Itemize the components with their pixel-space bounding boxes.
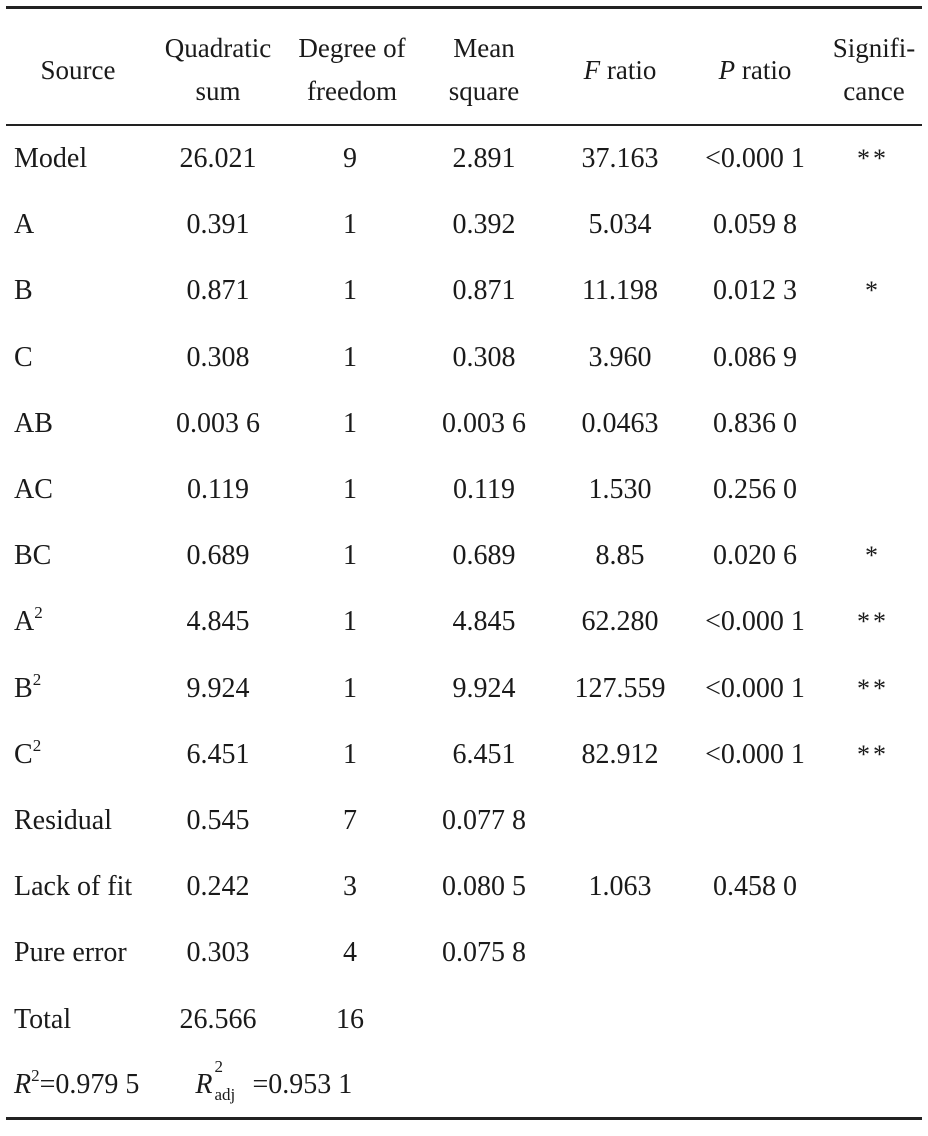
f-ratio-cell: 1.530 — [588, 474, 652, 505]
r-squared-value: =0.979 5 — [39, 1069, 140, 1100]
table-top-rule — [6, 6, 922, 9]
r-adj-symbol: R — [195, 1069, 213, 1100]
significance-cell: * — [865, 541, 881, 571]
mean-square-cell: 0.689 — [452, 540, 516, 572]
degree-of-freedom-cell: 1 — [343, 474, 357, 505]
significance-cell — [826, 192, 920, 258]
header-text-line — [719, 49, 792, 92]
f-ratio-cell: 5.034 — [588, 209, 652, 241]
f-ratio-cell: 11.198 — [582, 275, 658, 307]
r-squared-exponent: 2 — [31, 1066, 40, 1085]
source-cell — [14, 126, 87, 192]
significance-cell — [826, 854, 920, 920]
degree-of-freedom-cell: 4 — [343, 937, 357, 969]
header-quadratic-sum — [150, 28, 286, 112]
quadratic-sum-cell: 0.303 — [186, 937, 250, 969]
mean-square-cell: 4.845 — [452, 606, 516, 638]
table-bottom-rule — [6, 1117, 922, 1120]
significance-cell: ** — [857, 607, 889, 637]
mean-square-cell: 0.075 8 — [442, 937, 526, 969]
significance-cell: * — [865, 276, 881, 306]
source-cell — [14, 523, 51, 589]
header-source — [6, 28, 150, 112]
r-squared-symbol: R — [14, 1069, 32, 1100]
quadratic-sum-cell: 0.545 — [186, 805, 250, 836]
quadratic-sum-cell: 0.119 — [187, 474, 249, 505]
degree-of-freedom-cell: 3 — [343, 871, 357, 903]
source-label: B — [14, 672, 33, 704]
significance-cell: ** — [857, 673, 889, 703]
quadratic-sum-cell: 0.242 — [186, 871, 250, 903]
header-text-line: cance — [843, 76, 905, 106]
p-ratio-cell: <0.000 1 — [705, 738, 805, 770]
source-cell — [14, 788, 112, 854]
source-cell — [14, 987, 71, 1053]
source-exponent: 2 — [32, 735, 42, 755]
significance-cell — [826, 987, 920, 1053]
table-row — [0, 656, 928, 722]
header-f-ratio — [554, 28, 686, 112]
fit-statistics-footer — [14, 1052, 352, 1118]
source-cell — [14, 656, 41, 722]
mean-square-cell: 0.080 5 — [442, 871, 526, 903]
r-adj-scripts — [213, 1056, 253, 1104]
table-row — [0, 523, 928, 589]
header-degree-of-freedom — [290, 28, 414, 112]
table-row — [0, 722, 928, 788]
significance-cell — [826, 457, 920, 523]
degree-of-freedom-cell: 16 — [336, 1003, 364, 1035]
mean-square-cell: 0.077 8 — [442, 805, 526, 836]
header-text-line: Signifi- — [832, 33, 916, 63]
degree-of-freedom-cell: 1 — [343, 672, 357, 704]
significance-cell — [826, 325, 920, 391]
degree-of-freedom-cell: 1 — [343, 275, 357, 307]
source-label: BC — [14, 540, 52, 572]
p-ratio-cell: 0.059 8 — [713, 209, 797, 241]
header-mean-square — [420, 28, 548, 112]
quadratic-sum-cell: 0.391 — [186, 209, 250, 241]
degree-of-freedom-cell: 1 — [343, 606, 357, 638]
significance-cell — [826, 788, 920, 854]
table-row — [0, 987, 928, 1053]
f-ratio-cell: 62.280 — [581, 606, 659, 638]
source-exponent: 2 — [32, 669, 42, 689]
source-label: C — [14, 341, 33, 373]
f-ratio-cell — [554, 920, 686, 986]
quadratic-sum-cell: 0.308 — [186, 341, 250, 373]
mean-square-cell: 0.119 — [453, 474, 515, 505]
mean-square-cell: 0.308 — [452, 341, 516, 373]
p-ratio-cell: 0.836 0 — [713, 407, 797, 439]
source-label: Model — [14, 143, 88, 174]
p-ratio-cell: 0.086 9 — [713, 341, 797, 373]
header-text-line: Quadratic — [164, 33, 272, 63]
degree-of-freedom-cell: 9 — [343, 143, 357, 174]
source-cell — [14, 325, 33, 391]
p-ratio-cell — [690, 920, 820, 986]
header-label: ratio — [600, 54, 657, 85]
significance-cell — [826, 391, 920, 457]
f-ratio-cell: 8.85 — [595, 540, 645, 572]
r-adj-exponent: 2 — [214, 1056, 224, 1076]
f-ratio-cell — [554, 987, 686, 1053]
degree-of-freedom-cell: 1 — [343, 341, 357, 373]
source-label: AB — [14, 407, 53, 439]
f-ratio-cell: 127.559 — [574, 672, 666, 704]
degree-of-freedom-cell: 7 — [343, 805, 357, 836]
header-significance — [822, 28, 926, 112]
f-ratio-cell: 0.0463 — [581, 407, 659, 439]
degree-of-freedom-cell: 1 — [343, 540, 357, 572]
header-text-line: Degree of — [298, 33, 406, 63]
source-label: AC — [14, 474, 53, 505]
source-cell — [14, 391, 53, 457]
table-row — [0, 457, 928, 523]
p-ratio-cell: 0.020 6 — [713, 540, 797, 572]
source-cell — [14, 854, 132, 920]
significance-cell: ** — [857, 144, 889, 173]
source-label: A — [14, 606, 35, 638]
source-label: Lack of fit — [14, 871, 133, 903]
source-label: C — [14, 738, 33, 770]
r-adj-value: =0.953 1 — [252, 1069, 353, 1100]
source-cell — [14, 920, 127, 986]
p-ratio-cell — [690, 788, 820, 854]
table-row — [0, 258, 928, 324]
quadratic-sum-cell: 4.845 — [186, 606, 250, 638]
p-ratio-cell: 0.458 0 — [713, 871, 797, 903]
f-ratio-cell: 82.912 — [581, 738, 659, 770]
mean-square-cell: 0.003 6 — [442, 407, 526, 439]
quadratic-sum-cell: 26.021 — [179, 143, 257, 174]
significance-cell: ** — [857, 739, 889, 769]
mean-square-cell: 0.392 — [452, 209, 516, 241]
degree-of-freedom-cell: 1 — [343, 407, 357, 439]
mean-square-cell: 2.891 — [452, 143, 516, 174]
f-ratio-cell: 1.063 — [588, 871, 652, 903]
mean-square-cell — [420, 987, 548, 1053]
quadratic-sum-cell: 26.566 — [179, 1003, 257, 1035]
source-exponent: 2 — [34, 603, 43, 623]
source-label: A — [14, 209, 35, 241]
header-text-line: Source — [40, 54, 116, 85]
quadratic-sum-cell: 6.451 — [186, 738, 250, 770]
source-label: Residual — [14, 805, 112, 836]
r-adj-subscript: adj — [214, 1084, 236, 1104]
significance-cell — [826, 920, 920, 986]
table-row — [0, 920, 928, 986]
f-ratio-cell — [554, 788, 686, 854]
source-cell — [14, 192, 34, 258]
table-row — [0, 391, 928, 457]
table-row — [0, 126, 928, 192]
degree-of-freedom-cell: 1 — [343, 738, 357, 770]
p-ratio-cell — [690, 987, 820, 1053]
table-row — [0, 325, 928, 391]
source-label: Pure error — [14, 937, 127, 969]
quadratic-sum-cell: 9.924 — [186, 672, 250, 704]
p-ratio-cell: <0.000 1 — [705, 672, 805, 704]
f-ratio-cell: 3.960 — [588, 341, 652, 373]
header-text-line: square — [448, 76, 520, 106]
header-label: ratio — [735, 54, 792, 85]
source-label: B — [14, 275, 33, 307]
header-text-line: Mean — [453, 33, 515, 63]
degree-of-freedom-cell: 1 — [343, 209, 357, 241]
header-symbol: P — [718, 54, 736, 85]
source-cell — [14, 457, 53, 523]
quadratic-sum-cell: 0.689 — [186, 540, 250, 572]
source-cell — [14, 258, 33, 324]
quadratic-sum-cell: 0.003 6 — [176, 407, 260, 439]
source-cell — [14, 589, 43, 655]
table-row — [0, 192, 928, 258]
header-text-line: freedom — [307, 76, 397, 106]
mean-square-cell: 0.871 — [452, 275, 516, 307]
f-ratio-cell: 37.163 — [581, 143, 659, 174]
header-text-line — [584, 49, 657, 92]
mean-square-cell: 9.924 — [452, 672, 516, 704]
p-ratio-cell: <0.000 1 — [705, 606, 805, 638]
table-row — [0, 788, 928, 854]
header-p-ratio — [690, 28, 820, 112]
source-cell — [14, 722, 41, 788]
mean-square-cell: 6.451 — [452, 738, 516, 770]
header-text-line: sum — [195, 76, 241, 106]
table-row — [0, 854, 928, 920]
p-ratio-cell: 0.012 3 — [713, 275, 797, 307]
p-ratio-cell: 0.256 0 — [713, 474, 797, 505]
header-symbol: F — [583, 54, 601, 85]
quadratic-sum-cell: 0.871 — [186, 275, 250, 307]
table-row — [0, 589, 928, 655]
p-ratio-cell: <0.000 1 — [705, 143, 805, 174]
source-label: Total — [14, 1003, 72, 1035]
